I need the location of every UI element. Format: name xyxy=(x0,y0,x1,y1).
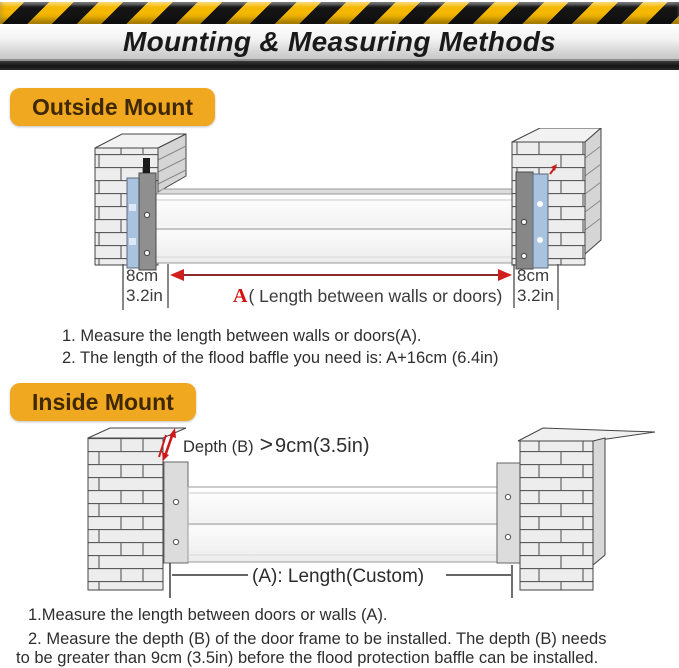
inside-step-2-line1: 2. Measure the depth (B) of the door frame to be installed. The depth (B) needs xyxy=(28,630,607,648)
left-offset-measure xyxy=(126,266,163,306)
right-mounting-bracket xyxy=(497,463,520,563)
right-offset-measure xyxy=(517,266,554,306)
inside-step-2-line2: to be greater than 9cm (3.5in) before the flood protection baffle can be installed. xyxy=(16,649,599,667)
length-caption: (A): Length(Custom) xyxy=(252,566,425,587)
greater-than-symbol: > xyxy=(259,431,274,457)
left-offset-cm: 8cm xyxy=(126,266,159,285)
left-mounting-bracket xyxy=(164,462,188,563)
page-title: Mounting & Measuring Methods xyxy=(122,25,557,57)
flood-barrier xyxy=(156,189,521,263)
dimension-caption-text: ( Length between walls or doors) xyxy=(248,286,503,306)
outside-step-1: 1. Measure the length between walls or doors(A). xyxy=(62,327,422,345)
banner-shadow-bar xyxy=(0,61,679,70)
outside-step-2: 2. The length of the flood baffle you need is: A+16cm (6.4in) xyxy=(62,349,499,367)
title-banner xyxy=(0,24,679,61)
depth-value: 9cm(3.5in) xyxy=(275,435,370,457)
caution-tape-band xyxy=(0,0,679,24)
depth-note xyxy=(183,431,370,458)
flood-barrier xyxy=(188,487,498,562)
left-offset-in: 3.2in xyxy=(126,286,163,305)
right-offset-in: 3.2in xyxy=(517,286,554,305)
inside-mount-label: Inside Mount xyxy=(10,383,196,421)
right-brick-pillar xyxy=(518,428,655,590)
dimension-letter-a: A xyxy=(233,285,248,307)
outside-mount-label: Outside Mount xyxy=(10,88,215,126)
depth-label: Depth (B) xyxy=(183,438,254,456)
length-dimension-caption xyxy=(233,285,502,308)
inside-step-1: 1.Measure the length between doors or walls (A). xyxy=(28,606,388,624)
right-offset-cm: 8cm xyxy=(517,266,550,285)
